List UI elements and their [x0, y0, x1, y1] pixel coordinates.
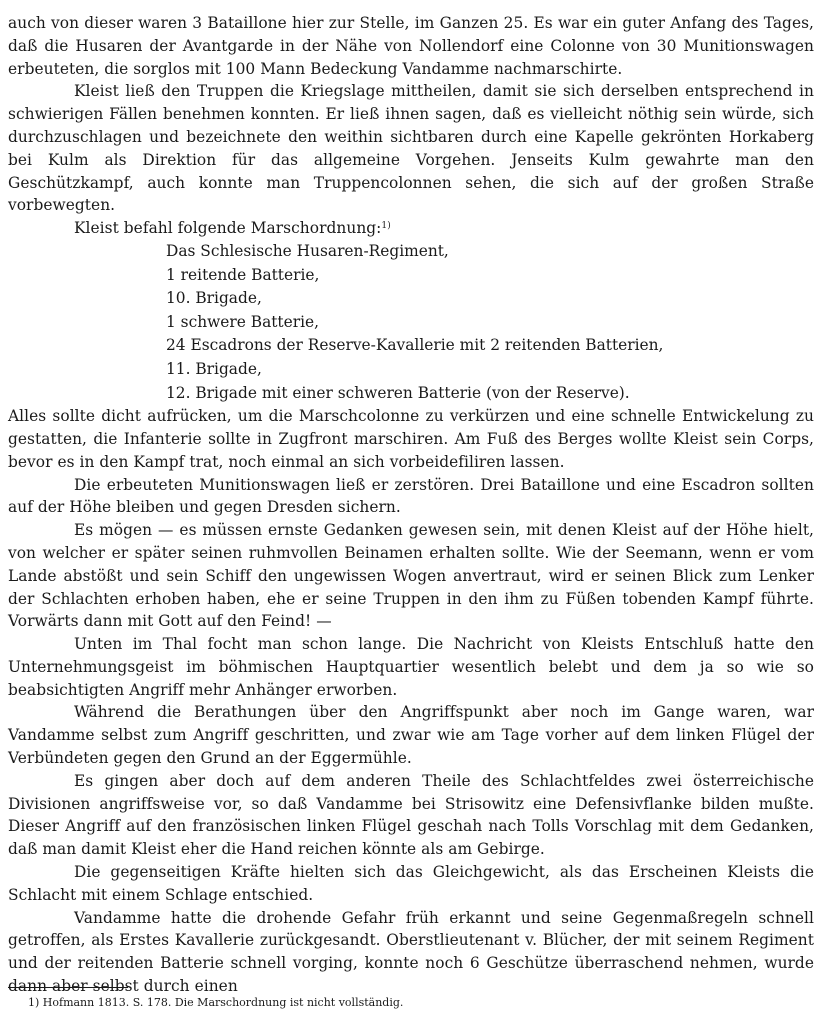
paragraph: Die gegenseitigen Kräfte hielten sich das Gleichgewicht, als das Erscheinen Kleists die Schlacht mit einem Schlage entschied.: [8, 863, 814, 904]
paragraph: Es mögen — es müssen ernste Gedanken gewesen sein, mit denen Kleist auf der Höhe hielt, von welcher er später seinen ruhmvollen Beinamen erhalten sollte. Wie der Seemann, wenn er vom Lande abstößt und sein Schiff den ungewissen Wogen anvertraut, wird er seinen Blick zum Lenker der Schlachten erhoben haben, ehe er seine Truppen in den ihm zu Füßen tobenden Kampf führte. Vorwärts dann mit Gott auf den Feind! —: [8, 521, 814, 631]
march-order-item: 1 reitende Batterie,: [166, 265, 320, 284]
paragraph: auch von dieser waren 3 Bataillone hier zur Stelle, im Ganzen 25. Es war ein guter Anfang des Tages, daß die Husaren der Avantgarde in der Nähe von Nollendorf eine Colonne von 30 Munitionswagen erbeuteten, die sorglos mit 100 Mann Bedeckung Vandamme nachmarschirte.: [8, 14, 814, 78]
paragraph: Unten im Thal focht man schon lange. Die Nachricht von Kleists Entschluß hatte den Unternehmungsgeist im böhmischen Hauptquartier wesentlich belebt und dem ja so wie so beabsichtigten Angriff mehr Anhänger erworben.: [8, 635, 814, 699]
march-order-item: 10. Brigade,: [166, 289, 262, 308]
paragraph: Kleist ließ den Truppen die Kriegslage mittheilen, damit sie sich derselben entsprechend in schwierigen Fällen benehmen konnten. Er ließ ihnen sagen, daß es vielleicht nöthig sein würde, sich durchzuschlagen und bezeichnete den weithin sichtbaren durch eine Kapelle gekrönten Horkaberg bei Kulm als Direktion für das allgemeine Vorgehen. Jenseits Kulm gewahrte man den Geschützkampf, auch konnte man Truppencolonnen sehen, die sich auf der großen Straße vorbewegten.: [8, 82, 814, 215]
text-block-after: [8, 405, 814, 998]
paragraph: Die erbeuteten Munitionswagen ließ er zerstören. Drei Bataillone und eine Escadron sollten auf der Höhe bleiben und gegen Dresden sichern.: [8, 475, 814, 517]
march-order-item: 1 schwere Batterie,: [166, 312, 319, 331]
paragraph: Es gingen aber doch auf dem anderen Theile des Schlachtfeldes zwei österreichische Divisionen angriffsweise vor, so daß Vandamme bei Strisowitz eine Defensivflanke bilden mußte. Dieser Angriff auf den französischen linken Flügel geschah nach Tolls Vorschlag mit dem Gedanken, daß man damit Kleist eher die Hand reichen könnte als am Gebirge.: [8, 771, 814, 859]
march-order-item: 12. Brigade mit einer schweren Batterie (von der Reserve).: [166, 383, 630, 402]
page-body: [8, 12, 814, 998]
paragraph: Alles sollte dicht aufrücken, um die Marschcolonne zu verkürzen und eine schnelle Entwickelung zu gestatten, die Infanterie sollte in Zugfront marschiren. Am Fuß des Berges wollte Kleist sein Corps, bevor es in den Kampf trat, noch einmal an sich vorbeidefiliren lassen.: [8, 407, 814, 471]
paragraph: Vandamme hatte die drohende Gefahr früh erkannt und seine Gegenmaßregeln schnell getroffen, als Erstes Kavallerie zurückgesandt. Oberstlieutenant v. Blücher, der mit seinem Regiment und der reitenden Batterie schnell vorging, konnte noch 6 Geschütze überraschend nehmen, wurde dann aber selbst durch einen: [8, 908, 814, 996]
march-order-intro: [8, 217, 814, 240]
march-order-intro-text: Kleist befahl folgende Marschordnung:: [74, 219, 382, 238]
footnote-divider: [8, 987, 128, 988]
march-order-item: Das Schlesische Husaren-Regiment,: [166, 241, 449, 260]
footnote-reference: 1): [381, 221, 391, 232]
text-block-before: [8, 12, 814, 217]
footnote: 1) Hofmann 1813. S. 178. Die Marschordnung ist nicht vollständig.: [28, 996, 404, 1009]
march-order-list: [8, 240, 814, 405]
march-order-item: 24 Escadrons der Reserve-Kavallerie mit 2 reitenden Batterien,: [166, 336, 664, 355]
paragraph: Während die Berathungen über den Angriffspunkt aber noch im Gange waren, war Vandamme selbst zum Angriff geschritten, und zwar wie am Tage vorher auf dem linken Flügel der Verbündeten gegen den Grund an der Eggermühle.: [8, 703, 814, 768]
march-order-item: 11. Brigade,: [166, 359, 262, 378]
